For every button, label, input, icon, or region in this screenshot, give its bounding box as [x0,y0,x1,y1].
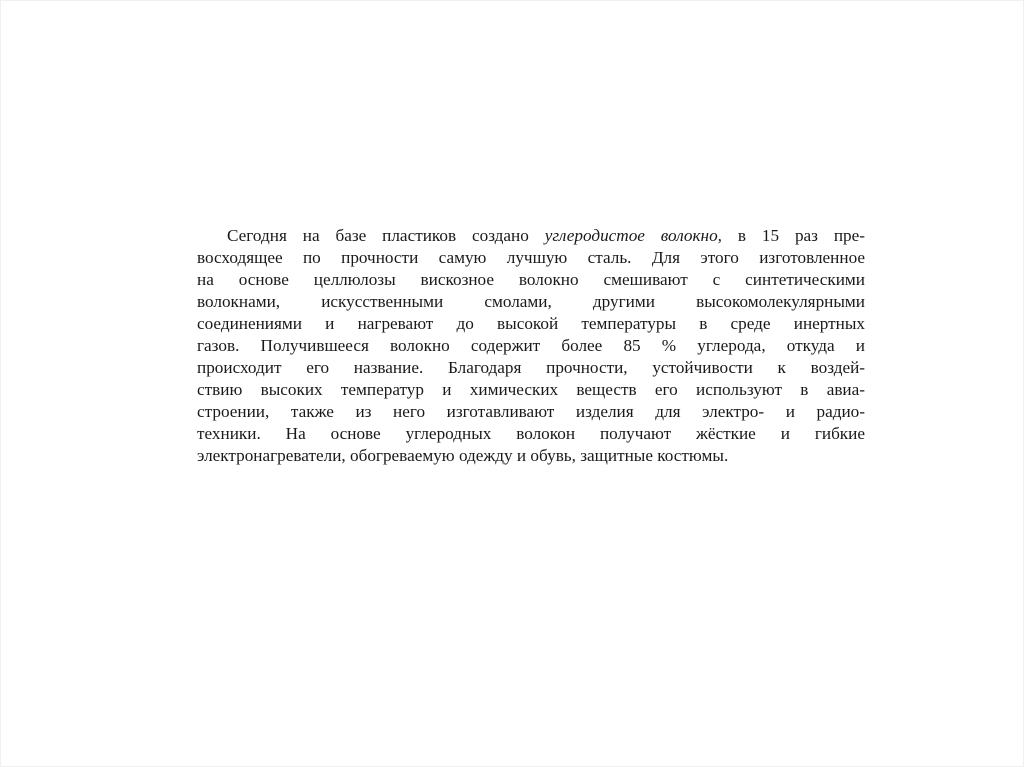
paragraph-line-9: строении, также из него изготавливают изделия для электро- и радио- [197,402,865,421]
paragraph-line-11: электронагреватели, обогреваемую одежду и обувь, защитные костюмы. [197,446,729,465]
paragraph-line-3: на основе целлюлозы вискозное волокно смешивают с синтетическими [197,270,865,289]
paragraph-line-4: волокнами, искусственными смолами, другими высокомолекулярными [197,292,865,311]
paragraph-line-2: восходящее по прочности самую лучшую сталь. Для этого изготовленное [197,248,865,267]
paragraph-line-6: газов. Получившееся волокно содержит более 85 % углерода, откуда и [197,336,865,355]
line1-text-start: Сегодня на базе пластиков создано [227,226,545,245]
line1-text-end: , в 15 раз пре- [717,226,865,245]
paragraph-line-1 [197,225,865,247]
body-paragraph [197,225,865,467]
paragraph-line-7: происходит его название. Благодаря прочности, устойчивости к воздей- [197,358,865,377]
paragraph-line-8: ствию высоких температур и химических веществ его используют в авиа- [197,380,865,399]
paragraph-line-10: техники. На основе углеродных волокон получают жёсткие и гибкие [197,424,865,443]
paragraph-line-5: соединениями и нагревают до высокой температуры в среде инертных [197,314,865,333]
italic-term: углеродистое волокно [544,226,718,245]
